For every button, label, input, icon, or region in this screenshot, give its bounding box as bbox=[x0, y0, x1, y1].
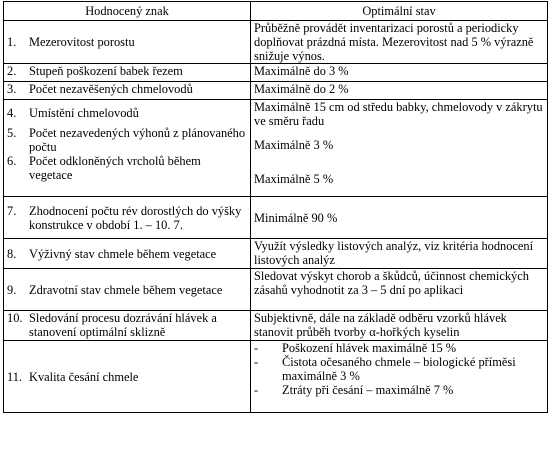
optimal-state-cell: Sledovat výskyt chorob a škůdců, účinnost chemických zásahů vyhodnotit za 3 – 5 dní po aplikaci bbox=[251, 269, 548, 311]
list-item bbox=[254, 355, 544, 383]
table-row bbox=[4, 269, 548, 311]
list-item-text: Poškození hlávek maximálně 15 % bbox=[282, 341, 457, 355]
hop-quality-table bbox=[3, 1, 548, 413]
trait-label: Počet odkloněných vrcholů během vegetace bbox=[29, 154, 201, 182]
optimal-state-text: Maximálně 3 % bbox=[254, 138, 334, 152]
optimal-state-cell bbox=[251, 341, 548, 413]
trait-label: Mezerovitost porostu bbox=[29, 35, 135, 49]
list-item bbox=[254, 341, 544, 355]
trait-cell-group bbox=[4, 100, 251, 197]
row-number: 8. bbox=[7, 246, 17, 261]
trait-label: Zhodnocení počtu rév dorostlých do výšky konstrukce v období 1. – 10. 7. bbox=[29, 203, 242, 232]
list-item-text: Ztráty při česání – maximálně 7 % bbox=[282, 383, 454, 397]
trait-label: Zdravotní stav chmele během vegetace bbox=[29, 282, 223, 297]
trait-cell bbox=[4, 269, 251, 311]
optimal-state-text: Maximálně 15 cm od středu babky, chmelovody v zákrytu ve směru řadu bbox=[254, 100, 543, 128]
optimal-state-cell: Subjektivně, dále na základě odběru vzorků hlávek stanovit průběh tvorby α-hořkých kyselin bbox=[251, 311, 548, 341]
table-row bbox=[4, 82, 548, 100]
table-row bbox=[4, 341, 548, 413]
trait-cell bbox=[4, 64, 251, 82]
trait-cell bbox=[4, 21, 251, 64]
table-row bbox=[4, 64, 548, 82]
optimal-state-cell: Maximálně do 3 % bbox=[251, 64, 548, 82]
bullet-list bbox=[254, 341, 544, 397]
trait-cell bbox=[4, 341, 251, 413]
trait-cell bbox=[4, 311, 251, 341]
row-number: 10. bbox=[7, 311, 23, 325]
trait-label: Počet nezavedených výhonů z plánovaného počtu bbox=[29, 126, 246, 154]
optimal-state-cell: Minimálně 90 % bbox=[251, 197, 548, 239]
row-number: 3. bbox=[7, 82, 17, 96]
list-item-text: Čistota očesaného chmele – biologické příměsi maximálně 3 % bbox=[282, 355, 516, 383]
table-row bbox=[4, 100, 548, 197]
trait-label: Stupeň poškození babek řezem bbox=[29, 64, 183, 78]
optimal-state-cell: Průběžně provádět inventarizaci porostů a periodicky doplňovat prázdná místa. Mezerovitost nad 5 % výrazně snižuje výnos. bbox=[251, 21, 548, 64]
trait-label: Počet nezavěšených chmelovodů bbox=[29, 82, 193, 96]
list-item bbox=[254, 383, 544, 397]
trait-cell bbox=[4, 239, 251, 269]
dash-marker: - bbox=[254, 341, 259, 355]
optimal-state-cell-group bbox=[251, 100, 548, 197]
dash-marker: - bbox=[254, 355, 259, 369]
trait-label: Výživný stav chmele během vegetace bbox=[29, 246, 217, 261]
row-number: 1. bbox=[7, 35, 17, 49]
row-number: 11. bbox=[7, 369, 23, 384]
row-number: 9. bbox=[7, 282, 17, 297]
dash-marker: - bbox=[254, 383, 259, 397]
trait-label: Umístění chmelovodů bbox=[29, 106, 139, 120]
table-row bbox=[4, 239, 548, 269]
row-number: 6. bbox=[7, 154, 17, 168]
row-number: 4. bbox=[7, 106, 17, 120]
trait-label: Kvalita česání chmele bbox=[29, 369, 139, 384]
row-number: 5. bbox=[7, 126, 17, 140]
row-number: 2. bbox=[7, 64, 17, 78]
table-row bbox=[4, 311, 548, 341]
table-row bbox=[4, 197, 548, 239]
trait-cell bbox=[4, 82, 251, 100]
optimal-state-cell: Maximálně do 2 % bbox=[251, 82, 548, 100]
optimal-state-cell: Využít výsledky listových analýz, viz kritéria hodnocení listových analýz bbox=[251, 239, 548, 269]
row-number: 7. bbox=[7, 203, 17, 218]
document-area bbox=[3, 1, 548, 413]
trait-label: Sledování procesu dozrávání hlávek a stanovení optimální sklizně bbox=[29, 311, 217, 339]
header-optimal-state: Optimální stav bbox=[251, 2, 548, 21]
table-row bbox=[4, 21, 548, 64]
table-header-row bbox=[4, 2, 548, 21]
trait-cell bbox=[4, 197, 251, 239]
header-evaluated-trait: Hodnocený znak bbox=[4, 2, 251, 21]
optimal-state-text: Maximálně 5 % bbox=[254, 172, 334, 186]
